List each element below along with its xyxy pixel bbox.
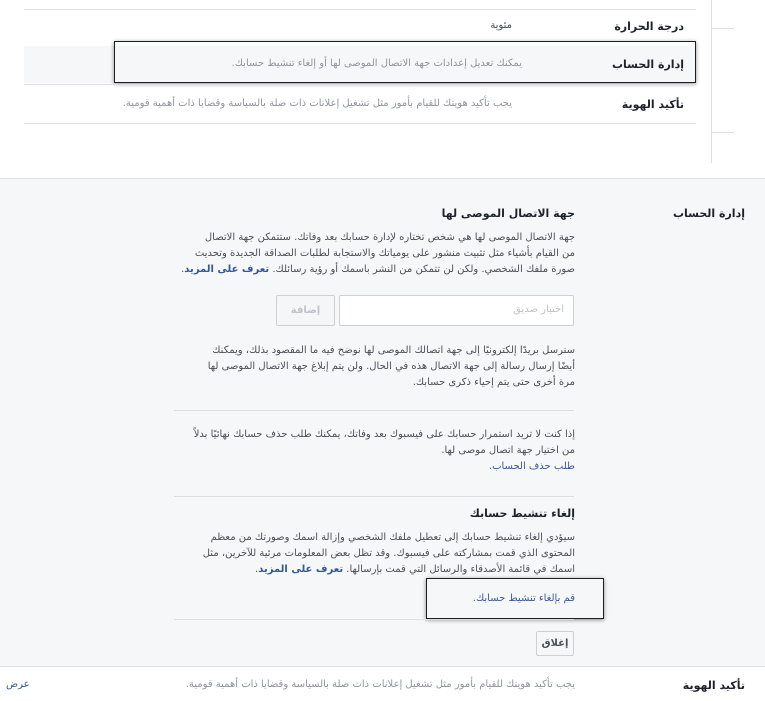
- identity-label-bottom: تأكيد الهوية: [682, 679, 745, 692]
- legacy-contact-title: جهة الاتصال الموصى لها: [441, 207, 575, 220]
- deactivate-desc-line: سيؤدي إلغاء تنشيط حسابك إلى تعطيل ملفك الشخصي وإزالة اسمك وصورتك من معظم: [210, 532, 575, 543]
- deactivate-desc-line: المحتوى الذي قمت بمشاركته على فيسبوك. وقد تظل بعض المعلومات مرئية للآخرين، مثل: [202, 548, 575, 559]
- view-link[interactable]: عرض: [6, 679, 30, 690]
- column-divider: [711, 0, 712, 163]
- deactivate-learn-more-link[interactable]: تعرف على المزيد: [258, 564, 344, 575]
- row-divider: [24, 123, 696, 124]
- highlight-callout: [426, 578, 604, 619]
- account-management-panel: [0, 178, 765, 667]
- deactivate-desc-line: اسمك في قائمة الأصدقاء والرسائل التي قمت بإرسالها.: [346, 564, 575, 575]
- row-divider: [24, 84, 696, 85]
- highlight-callout: [114, 41, 696, 83]
- legacy-desc-line: جهة الاتصال الموصى لها هي شخص تختاره لإدارة حسابك بعد وفاتك. ستتمكن جهة الاتصال: [204, 232, 575, 243]
- deactivate-title: إلغاء تنشيط حسابك: [469, 507, 575, 520]
- account-management-section-label: إدارة الحساب: [672, 207, 745, 220]
- section-divider: [174, 496, 574, 497]
- delete-account-note: [155, 427, 575, 475]
- account-management-label: إدارة الحساب: [611, 58, 684, 71]
- email-note-line: أيضًا إرسال رسالة إلى جهة الاتصال هذه في الحال. ولن يتم إبلاغ جهة الاتصال الموصى لها: [207, 361, 575, 372]
- deactivate-description: سيؤدي إلغاء تنشيط حسابك إلى تعطيل ملفك الشخصي وإزالة اسمك وصورتك من معظم المحتوى الذي قمت بمشاركته على فيسبوك. وقد تظل بعض المعلومات مرئية للآخرين، مثل اسمك في قائمة الأصدقاء والرسائل التي قمت بإرسالها. تعرف على المزيد.: [155, 530, 575, 578]
- email-note-line: مرة أخرى حتى يتم إحياء ذكرى حسابك.: [412, 377, 575, 388]
- identity-desc: يجب تأكيد هويتك للقيام بأمور مثل تشغيل إعلانات ذات صلة بالسياسة وقضايا ذات أهمية قومية.: [122, 98, 512, 109]
- identity-desc-bottom: يجب تأكيد هويتك للقيام بأمور مثل تشغيل إعلانات ذات صلة بالسياسة وقضايا ذات أهمية قومية.: [185, 679, 575, 690]
- request-deletion-link[interactable]: طلب حذف الحساب.: [488, 461, 575, 472]
- close-button[interactable]: إغلاق: [536, 631, 574, 656]
- identity-label: تأكيد الهوية: [621, 98, 684, 111]
- add-button[interactable]: إضافة: [276, 295, 335, 326]
- section-divider: [174, 619, 574, 620]
- learn-more-link[interactable]: تعرف على المزيد: [184, 264, 270, 275]
- friend-search-placeholder: اختيار صديق: [513, 304, 564, 315]
- account-management-desc: يمكنك تعديل إعدادات جهة الاتصال الموصى لها أو إلغاء تنشيط حسابك.: [231, 58, 522, 69]
- section-divider: [174, 410, 574, 411]
- email-note-line: سنرسل بريدًا إلكترونيًا إلى جهة اتصالك الموصى لها نوضح فيه ما المقصود بذلك، ويمكنك: [212, 345, 575, 356]
- legacy-desc-line: من القيام بأشياء مثل تثبيت منشور على يومياتك والاستجابة لطلبات الصداقة الجديدة وتحديث: [194, 248, 575, 259]
- friend-search-input[interactable]: [339, 295, 574, 326]
- column-tick: [712, 132, 734, 133]
- column-tick: [712, 28, 734, 29]
- email-note: [155, 343, 575, 391]
- delete-note-line: إذا كنت لا تريد استمرار حسابك على فيسبوك بعد وفاتك، يمكنك طلب حذف حسابك نهائيًا بدلاً: [193, 429, 575, 440]
- legacy-contact-description: جهة الاتصال الموصى لها هي شخص تختاره لإدارة حسابك بعد وفاتك. ستتمكن جهة الاتصال من القيام بأشياء مثل تثبيت منشور على يومياتك والاستجابة لطلبات الصداقة الجديدة وتحديث صورة ملفك الشخصي. ولكن لن تتمكن من النشر باسمك أو رؤية رسائلك. تعرف على المزيد.: [155, 230, 575, 278]
- temperature-label: درجة الحرارة: [614, 20, 684, 33]
- delete-note-line: من اختيار جهة اتصال موصى لها.: [441, 445, 575, 456]
- temperature-value: مئوية: [490, 20, 512, 31]
- row-divider: [24, 9, 696, 10]
- legacy-desc-line: صورة ملفك الشخصي. ولكن لن تتمكن من النشر باسمك أو رؤية رسائلك.: [272, 264, 575, 275]
- deactivate-account-link[interactable]: قم بإلغاء تنشيط حسابك.: [472, 593, 575, 604]
